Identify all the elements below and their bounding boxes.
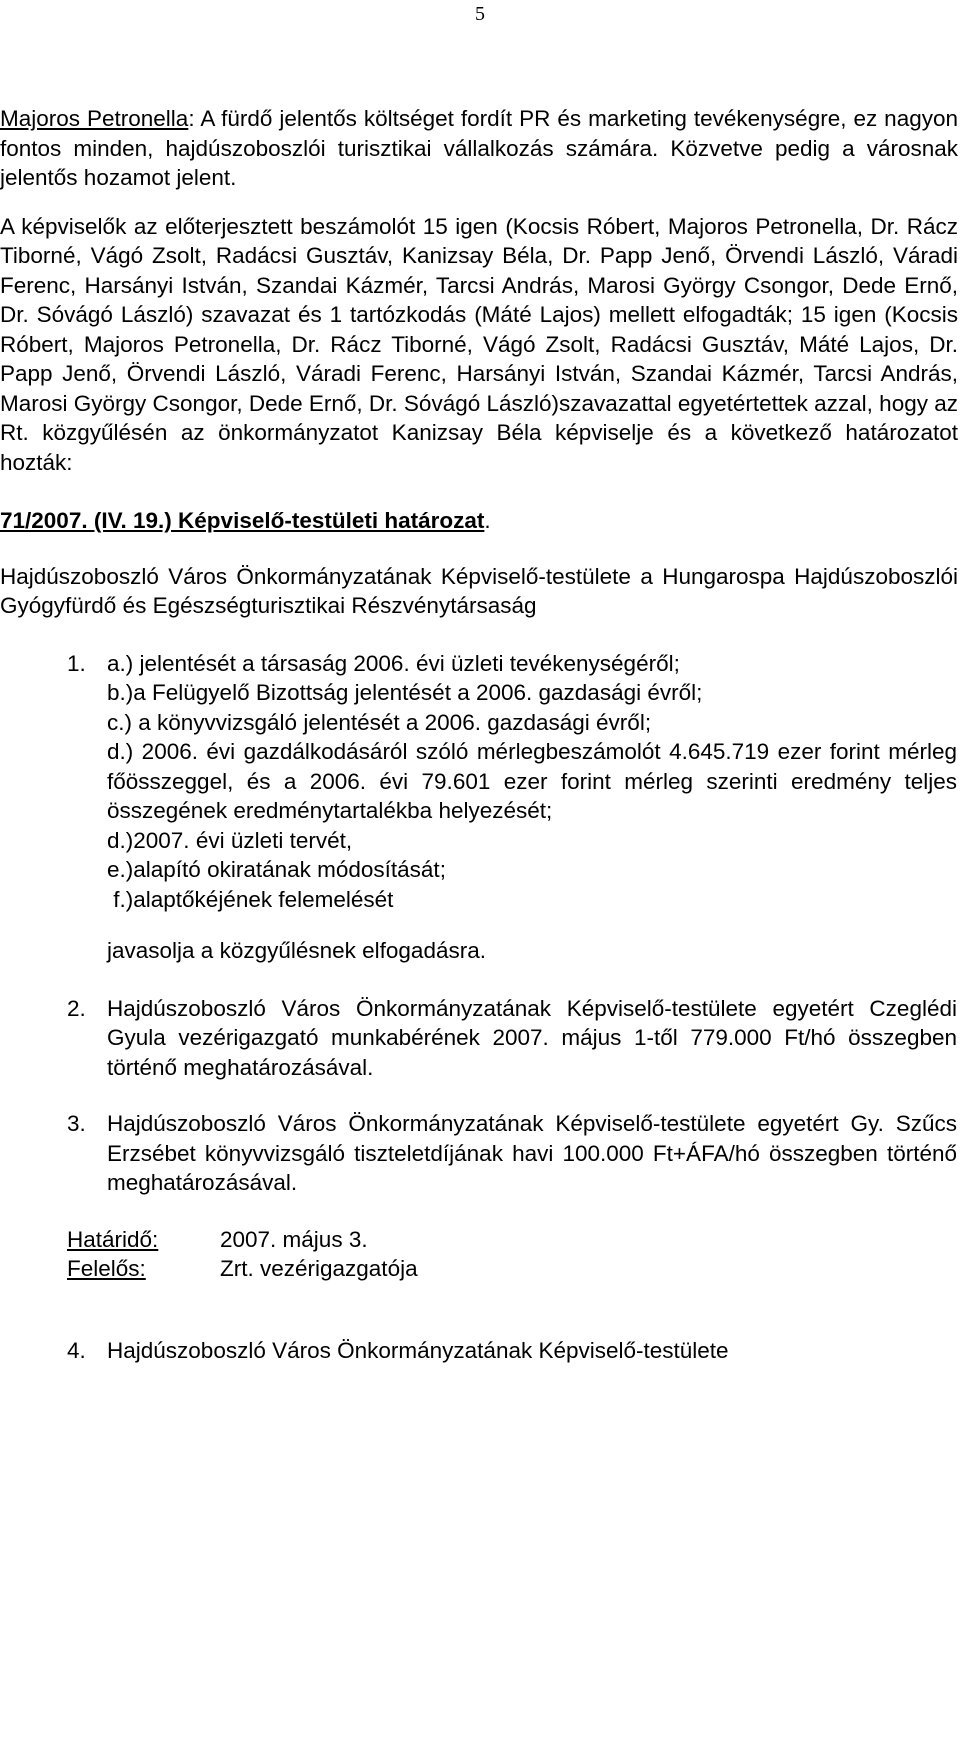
vote-paragraph: A képviselők az előterjesztett beszámolót 15 igen (Kocsis Róbert, Majoros Petronella, Dr. Rácz Tiborné, Vágó Zsolt, Radácsi Gusztáv, Kanizsay Béla, Dr. Papp Jenő, Örvendi László, Váradi Ferenc, Harsányi István, Szandai Kázmér, Tarcsi András, Marosi György Csongor, Dede Ernő, Dr. Sóvágó László) szavazat és 1 tartózkodás (Máté Lajos) mellett elfogadták; 15 igen (Kocsis Róbert, Majoros Petronella, Dr. Rácz Tiborné, Vágó Zsolt, Radácsi Gusztáv, Máté Lajos, Dr. Papp Jenő, Örvendi László, Váradi Ferenc, Harsányi István, Szandai Kázmér, Tarcsi András, Marosi György Csongor, Dede Ernő, Dr. Sóvágó László)szavazattal egyetértettek azzal, hogy az Rt. közgyűlésén az önkormányzatot Kanizsay Béla képviselje és a következő határozatot hozták: — [0, 213, 958, 475]
body-paragraph: Hajdúszoboszló Város Önkormányzatának Képviselő-testülete a Hungarospa Hajdúszoboszlói Gyógyfürdő és Egészségturisztikai Részvénytársaság — [0, 563, 958, 618]
resolution-title: 71/2007. (IV. 19.) Képviselő-testületi határozat — [0, 508, 485, 533]
list-number: 4. — [67, 1337, 86, 1363]
deadline-row — [67, 1225, 958, 1255]
list-number: 3. — [67, 1111, 86, 1136]
responsible-value: Zrt. vezérigazgatója — [220, 1256, 418, 1281]
list-item-text: Hajdúszoboszló Város Önkormányzatának Képviselő-testülete — [107, 1337, 729, 1363]
sub-item-e: e.)alapító okiratának módosítását; — [107, 857, 446, 882]
closing-text: javasolja a közgyűlésnek elfogadásra. — [107, 938, 486, 963]
document-body — [0, 104, 958, 1365]
responsible-label: Felelős: — [67, 1256, 146, 1281]
list-item-2 — [67, 994, 957, 1083]
list-item-text: Hajdúszoboszló Város Önkormányzatának Képviselő-testülete egyetért Gy. Szűcs Erzsébet könyvvizsgáló tiszteletdíjának havi 100.000 Ft+ÁFA/hó összegben történő meghatározásával. — [107, 1111, 957, 1195]
list-item-1-closing — [67, 936, 957, 966]
sub-item-d2: d.)2007. évi üzleti tervét, — [107, 827, 353, 853]
intro-text: A fürdő jelentős költséget fordít PR és marketing tevékenységre, ez nagyon fontos minden, hajdúszoboszlói turisztikai vállalkozás számára. Közvetve pedig a városnak jelentős hozamot jelent. — [0, 106, 959, 190]
sub-item-d: d.) 2006. évi gazdálkodásáról szóló mérlegbeszámolót 4.645.719 ezer forint mérleg főösszeggel, és a 2006. évi 79.601 ezer forint mérleg szerinti eredmény teljes összegének eredménytartalékba helyezését; — [107, 739, 957, 823]
resolution-list — [67, 649, 957, 1198]
page-number: 5 — [475, 3, 485, 25]
list-item-3 — [67, 1109, 957, 1198]
sub-item-a: a.) jelentését a társaság 2006. évi üzleti tevékenységéről; — [107, 650, 680, 676]
resolution-period: . — [484, 508, 491, 533]
sub-item-b: b.)a Felügyelő Bizottság jelentését a 2006. gazdasági évről; — [107, 680, 703, 705]
list-item-text — [107, 649, 957, 915]
responsible-row — [67, 1254, 958, 1284]
list-number: 1. — [67, 650, 86, 676]
speaker-name: Majoros Petronella — [0, 106, 189, 131]
intro-paragraph — [0, 104, 958, 193]
resolution-list-continued — [67, 1336, 957, 1366]
list-number: 2. — [67, 995, 86, 1021]
sub-item-f: f.)alaptőkéjének felemelését — [107, 886, 394, 912]
speaker-colon: : — [188, 106, 195, 131]
list-item-4 — [67, 1336, 957, 1366]
sub-item-c: c.) a könyvvizsgáló jelentését a 2006. gazdasági évről; — [107, 709, 652, 735]
list-item-text: Hajdúszoboszló Város Önkormányzatának Képviselő-testülete egyetért Czeglédi Gyula vezérigazgató munkabérének 2007. május 1-től 779.000 Ft/hó összegben történő meghatározásával. — [107, 995, 957, 1080]
list-item-1 — [67, 649, 957, 915]
deadline-value: 2007. május 3. — [220, 1226, 368, 1252]
deadline-label: Határidő: — [67, 1226, 159, 1252]
resolution-heading — [0, 506, 958, 536]
